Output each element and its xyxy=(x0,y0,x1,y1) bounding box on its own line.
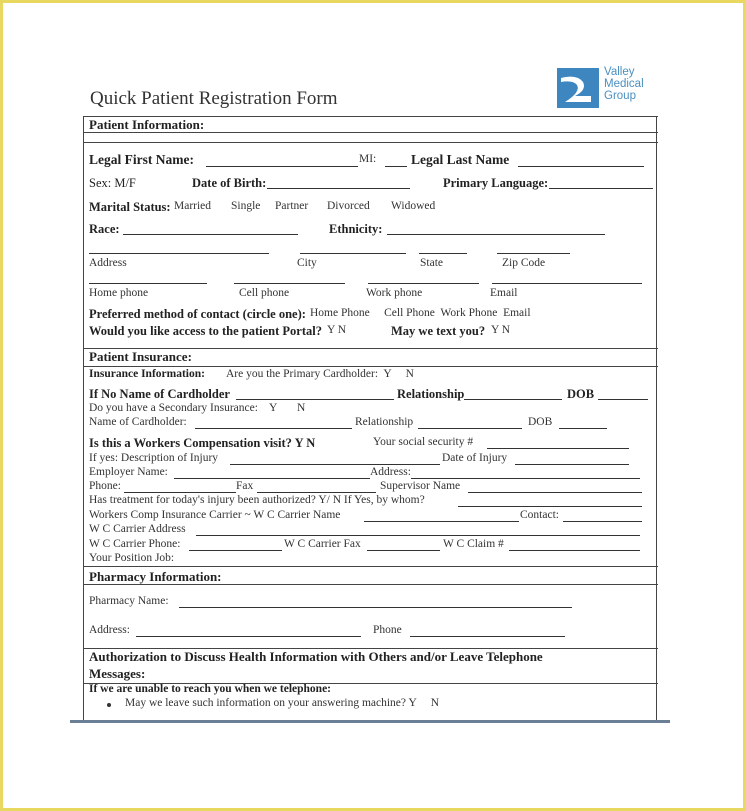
relationship-label: Relationship xyxy=(397,387,465,401)
email-label: Email xyxy=(490,287,518,299)
employer-phone-field[interactable] xyxy=(124,492,236,493)
employer-fax-label: Fax xyxy=(236,480,254,492)
bullet-icon xyxy=(107,703,111,707)
marital-option[interactable]: Divorced xyxy=(327,200,370,212)
work-phone-field[interactable] xyxy=(368,283,479,284)
position-job-label: Your Position Job: xyxy=(89,552,175,564)
relationship-field[interactable] xyxy=(464,399,562,400)
relationship-label-2: Relationship xyxy=(355,416,414,428)
injury-description-field[interactable] xyxy=(230,464,440,465)
wc-carrier-fax-label: W C Carrier Fax xyxy=(284,538,361,550)
pharmacy-phone-label: Phone xyxy=(373,624,402,636)
text-yn[interactable]: Y N xyxy=(491,324,511,336)
rule xyxy=(84,366,658,367)
employer-name-label: Employer Name: xyxy=(89,466,168,478)
address-field[interactable] xyxy=(89,253,269,254)
rule xyxy=(84,566,658,567)
primary-cardholder-question[interactable]: Are you the Primary Cardholder: Y N xyxy=(226,368,414,380)
primary-language-label: Primary Language: xyxy=(443,176,549,190)
race-field[interactable] xyxy=(123,234,298,235)
pharmacy-info-header: Pharmacy Information: xyxy=(89,569,222,584)
form-title: Quick Patient Registration Form xyxy=(90,88,338,109)
secondary-cardholder-field[interactable] xyxy=(195,428,352,429)
dob-field-2[interactable] xyxy=(559,428,607,429)
wc-carrier-phone-field[interactable] xyxy=(189,550,282,551)
valley-medical-group-logo xyxy=(557,66,657,112)
logo-text xyxy=(604,66,644,102)
date-of-injury-label: Date of Injury xyxy=(442,452,508,464)
marital-option[interactable]: Partner xyxy=(275,200,309,212)
marital-option[interactable]: Single xyxy=(231,200,261,212)
email-field[interactable] xyxy=(492,283,642,284)
city-label: City xyxy=(297,257,317,269)
wc-claim-label: W C Claim # xyxy=(443,538,504,550)
ethnicity-label: Ethnicity: xyxy=(329,222,383,236)
logo-line-1: Valley xyxy=(604,66,635,78)
pharmacy-address-field[interactable] xyxy=(136,636,361,637)
relationship-field-2[interactable] xyxy=(418,428,522,429)
mi-label: MI: xyxy=(359,153,377,165)
city-field[interactable] xyxy=(300,253,406,254)
employer-fax-field[interactable] xyxy=(257,492,376,493)
wc-carrier-address-label: W C Carrier Address xyxy=(89,523,186,535)
logo-line-3: Group xyxy=(604,90,636,102)
portal-question: Would you like access to the patient Portal? xyxy=(89,324,322,338)
date-of-injury-field[interactable] xyxy=(515,464,629,465)
dob-label-ins: DOB xyxy=(567,387,595,401)
patient-insurance-header: Patient Insurance: xyxy=(89,349,192,364)
wc-carrier-name-label: Workers Comp Insurance Carrier ~ W C Carrier Name xyxy=(89,509,341,521)
zip-label: Zip Code xyxy=(502,257,546,269)
text-question: May we text you? xyxy=(391,324,486,338)
home-phone-field[interactable] xyxy=(89,283,207,284)
marital-status-label: Marital Status: xyxy=(89,200,171,214)
cell-phone-label: Cell phone xyxy=(239,287,290,299)
wc-contact-label: Contact: xyxy=(520,509,559,521)
answering-machine-question[interactable]: May we leave such information on your answering machine? Y N xyxy=(125,697,440,709)
pharmacy-name-label: Pharmacy Name: xyxy=(89,595,169,607)
secondary-cardholder-label: Name of Cardholder: xyxy=(89,416,187,428)
authorized-by-field[interactable] xyxy=(458,506,642,507)
authorization-header-line-2: Messages: xyxy=(89,666,146,681)
dob-label: Date of Birth: xyxy=(192,176,267,190)
ssn-field[interactable] xyxy=(487,448,629,449)
cardholder-name-label: If No Name of Cardholder xyxy=(89,387,230,401)
wc-carrier-address-field[interactable] xyxy=(196,535,640,536)
wc-carrier-name-field[interactable] xyxy=(364,521,519,522)
supervisor-name-field[interactable] xyxy=(468,492,642,493)
wc-claim-field[interactable] xyxy=(509,550,640,551)
address-label: Address xyxy=(89,257,127,269)
employer-phone-label: Phone: xyxy=(89,480,121,492)
wc-carrier-fax-field[interactable] xyxy=(367,550,440,551)
primary-language-field[interactable] xyxy=(549,188,653,189)
wc-contact-field[interactable] xyxy=(563,521,642,522)
preferred-contact-label: Preferred method of contact (circle one): xyxy=(89,307,306,321)
home-phone-label: Home phone xyxy=(89,287,149,299)
employer-address-label: Address: xyxy=(370,466,411,478)
treatment-authorized-question: Has treatment for today's injury been authorized? Y/ N If Yes, by whom? xyxy=(89,494,425,506)
cell-phone-field[interactable] xyxy=(234,283,345,284)
employer-address-field[interactable] xyxy=(411,478,640,479)
dob-field[interactable] xyxy=(267,188,410,189)
legal-last-name-field[interactable] xyxy=(518,166,644,167)
pharmacy-name-field[interactable] xyxy=(179,607,572,608)
dob-field-ins[interactable] xyxy=(598,399,648,400)
legal-first-name-label: Legal First Name: xyxy=(89,152,194,167)
ethnicity-field[interactable] xyxy=(387,234,605,235)
pharmacy-address-label: Address: xyxy=(89,624,130,636)
ssn-label: Your social security # xyxy=(373,436,474,448)
legal-first-name-field[interactable] xyxy=(206,166,358,167)
workers-comp-question[interactable]: Is this a Workers Compensation visit? Y N xyxy=(89,436,316,450)
injury-description-label: If yes: Description of Injury xyxy=(89,452,219,464)
logo-mark-icon xyxy=(557,68,599,108)
marital-option[interactable]: Married xyxy=(174,200,212,212)
cardholder-name-field[interactable] xyxy=(236,399,394,400)
marital-option[interactable]: Widowed xyxy=(391,200,436,212)
rule xyxy=(84,142,658,143)
dob-label-2: DOB xyxy=(528,416,553,428)
insurance-info-label: Insurance Information: xyxy=(89,368,205,380)
zip-field[interactable] xyxy=(497,253,570,254)
wc-carrier-phone-label: W C Carrier Phone: xyxy=(89,538,181,550)
unable-to-reach-label: If we are unable to reach you when we telephone: xyxy=(89,683,332,695)
secondary-insurance-question[interactable]: Do you have a Secondary Insurance: Y N xyxy=(89,402,306,414)
state-field[interactable] xyxy=(419,253,467,254)
preferred-contact-options[interactable]: Home Phone Cell Phone Work Phone Email xyxy=(310,307,531,319)
state-label: State xyxy=(420,257,443,269)
bottom-rule xyxy=(70,720,670,723)
employer-name-field[interactable] xyxy=(174,478,370,479)
supervisor-name-label: Supervisor Name xyxy=(380,480,461,492)
authorization-header: Authorization to Discuss Health Information with Others and/or Leave Telephone xyxy=(89,649,543,664)
logo-line-2: Medical xyxy=(604,78,644,90)
pharmacy-phone-field[interactable] xyxy=(410,636,565,637)
portal-yn[interactable]: Y N xyxy=(327,324,347,336)
legal-last-name-label: Legal Last Name xyxy=(411,152,510,167)
work-phone-label: Work phone xyxy=(366,287,423,299)
mi-field[interactable] xyxy=(385,166,407,167)
patient-info-header: Patient Information: xyxy=(89,117,205,132)
sex-label: Sex: M/F xyxy=(89,176,136,190)
race-label: Race: xyxy=(89,222,120,236)
